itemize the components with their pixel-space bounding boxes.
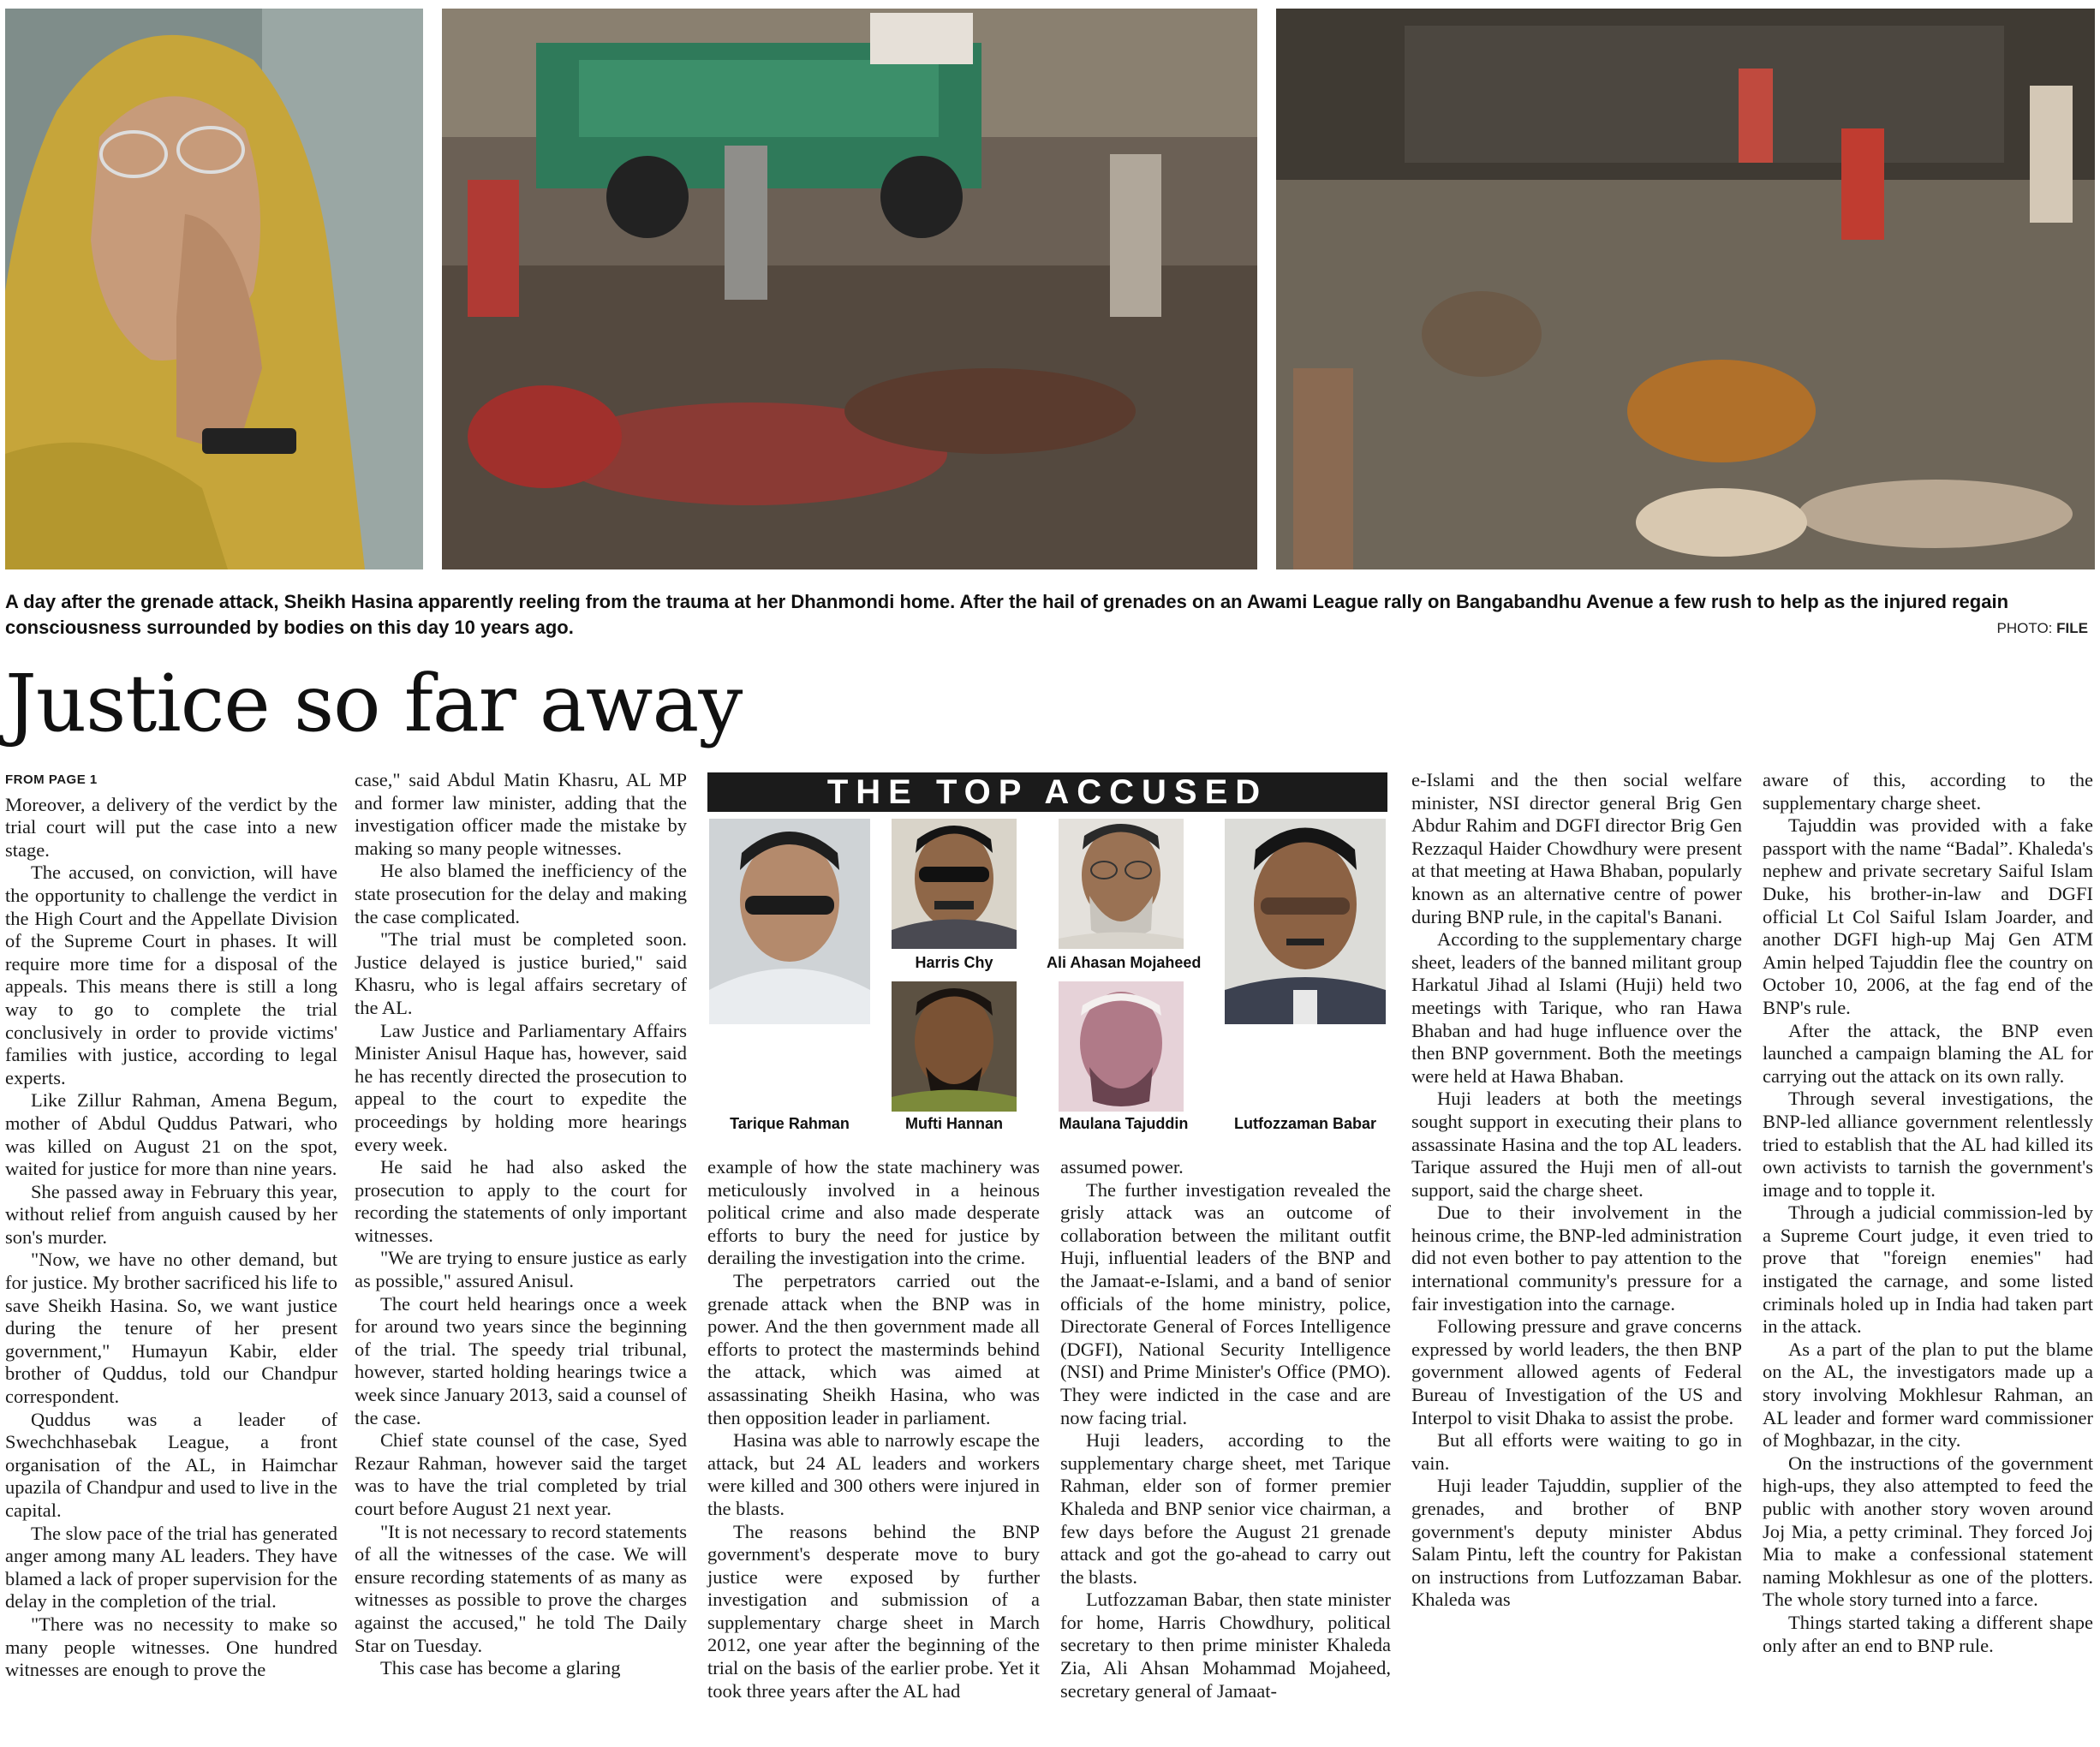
paragraph: She passed away in February this year, without relief from anguish caused by her son's murder. xyxy=(5,1180,337,1248)
mugshot-mufti-hannan xyxy=(892,981,1017,1112)
photo-credit-value: FILE xyxy=(2056,620,2088,636)
paragraph: But all efforts were waiting to go in vain. xyxy=(1411,1429,1742,1474)
paragraph: Following pressure and grave concerns expressed by world leaders, the then BNP government allowed agents of Federal Bureau of Investigation of the US and Interpol to visit Dhaka to assist the probe. xyxy=(1411,1315,1742,1428)
label-maulana-tajuddin: Maulana Tajuddin xyxy=(1059,1115,1189,1132)
paragraph: Tajuddin was provided with a fake passport with the name “Badal”. Khaleda's nephew and private secretary Saiful Islam Duke, his brother-in-law and DGFI official Lt Col Saiful Islam Joarder, and another DGFI high-up Maj Gen ATM Amin helped Tajuddin flee the country on October 10, 2006, at the fag end of the BNP's rule. xyxy=(1763,814,2093,1018)
paragraph: case," said Abdul Matin Khasru, AL MP and former law minister, adding that the investigation officer made the mistake by making so many people witnesses. xyxy=(355,769,687,859)
paragraph: Chief state counsel of the case, Syed Rezaur Rahman, however said the target was to have the trial completed by trial court before August 21 next year. xyxy=(355,1429,687,1519)
mugshot-maulana-tajuddin xyxy=(1059,981,1184,1112)
paragraph: "There was no necessity to make so many people witnesses. One hundred witnesses are enough to prove the xyxy=(5,1613,337,1681)
photo-credit-label: PHOTO: xyxy=(1996,620,2053,636)
photo-credit xyxy=(1997,620,2088,637)
top-accused-banner: THE TOP ACCUSED xyxy=(707,772,1387,812)
paragraph: According to the supplementary charge sheet, leaders of the banned militant group Harkatul Jihad al Islami (Huji) held two meetings with Tarique, who ran Hawa Bhaban and had huge influence over the then BNP government. Both the meetings were held at Hawa Bhaban. xyxy=(1411,928,1742,1087)
headline: Justice so far away xyxy=(5,658,743,749)
label-mufti-hannan: Mufti Hannan xyxy=(905,1115,1003,1132)
paragraph: "It is not necessary to record statements of all the witnesses of the case. We will ensure recording statements of as many as witnesses as possible to prove the charges against the accused," he told The Daily Star on Tuesday. xyxy=(355,1520,687,1656)
paragraph: The perpetrators carried out the grenade attack when the BNP was in power. And the then government made all efforts to protect the masterminds behind the attack, which was aimed at assassinating Sheikh Hasina, who was then opposition leader in parliament. xyxy=(707,1269,1040,1428)
paragraph: The reasons behind the BNP government's desperate move to bury justice were exposed by further investigation and submission of a supplementary charge sheet in March 2012, one year after the beginning of the trial on the basis of the earlier probe. Yet it took three years after the AL had xyxy=(707,1520,1040,1702)
mugshot-harris-chy xyxy=(892,819,1017,949)
paragraph: "Now, we have no other demand, but for justice. My brother sacrificed his life to save Sheikh Hasina. So, we want justice during the tenure of her present government," Humayun Kabir, elder brother of Quddus, told our Chandpur correspondent. xyxy=(5,1249,337,1408)
article-column-1 xyxy=(5,769,337,1682)
from-page-label: FROM PAGE 1 xyxy=(5,772,98,787)
paragraph: Through several investigations, the BNP-led alliance government relentlessly tried to establish that the AL had killed its own activists to tarnish the government's image and to topple it. xyxy=(1763,1088,2093,1201)
photo-sheikh-hasina xyxy=(5,9,423,569)
paragraph: This case has become a glaring xyxy=(380,1657,621,1679)
paragraph: Due to their involvement in the heinous crime, the BNP-led administration did not even bother to pay attention to the international community's pressure for a fair investigation into the carnage. xyxy=(1411,1201,1742,1315)
article-column-2 xyxy=(355,769,687,1680)
paragraph: example of how the state machinery was meticulously involved in a heinous political crime and also made desperate efforts to bury the need for justice by derailing the investigation into the crime. xyxy=(707,1156,1040,1269)
paragraph: He also blamed the inefficiency of the state prosecution for the delay and making the case complicated. xyxy=(355,860,687,927)
paragraph: Like Zillur Rahman, Amena Begum, mother of Abdul Quddus Patwari, who was killed on August 21 on the spot, waited for justice for more than nine years. xyxy=(5,1089,337,1180)
paragraph: Huji leaders at both the meetings sought support in executing their plans to assassinate Hasina and the top AL leaders. Tarique assured the Huji men of all-out support, said the charge sheet. xyxy=(1411,1088,1742,1201)
paragraph: Things started taking a different shape only after an end to BNP rule. xyxy=(1763,1611,2093,1656)
paragraph: e-Islami and the then social welfare minister, NSI director general Brig Gen Abdur Rahim and DGFI director Brig Gen Rezzaqul Haider Chowdhury were present at that meeting at Hawa Bhaban, popularly known as an alternative centre of power during BNP rule, in the capital's Banani. xyxy=(1411,769,1742,927)
article-column-3 xyxy=(707,1156,1040,1702)
mugshot-lutfozzaman-babar xyxy=(1225,819,1386,1024)
top-accused-box xyxy=(707,772,1387,1148)
paragraph: "The trial must be completed soon. Justice delayed is justice buried," said Khasru, who is legal affairs secretary of the AL. xyxy=(355,928,687,1018)
paragraph: Hasina was able to narrowly escape the attack, but 24 AL leaders and workers were killed and 300 others were injured in the blasts. xyxy=(707,1429,1040,1519)
paragraph: Huji leader Tajuddin, supplier of the grenades, and brother of BNP government's deputy minister Abdus Salam Pintu, left the country for Pakistan on instructions from Lutfozzaman Babar. Khaleda was xyxy=(1411,1475,1742,1611)
paragraph: Law Justice and Parliamentary Affairs Minister Anisul Haque has, however, said he has recently directed the prosecution to appeal to the court to expedite the proceedings by holding more hearings every week. xyxy=(355,1019,687,1155)
label-ali-ahasan-mojaheed: Ali Ahasan Mojaheed xyxy=(1047,954,1202,971)
paragraph: The accused, on conviction, will have the opportunity to challenge the verdict in the High Court and the Appellate Division of the Supreme Court in phases. It will require more time for a disposal of the appeals. This means there is still a long way to go to complete the trial conclusively in order to provide victims' families with justice, according to legal experts. xyxy=(5,862,337,1088)
article-column-5 xyxy=(1411,769,1742,1612)
paragraph: The slow pace of the trial has generated anger among many AL leaders. They have blamed a lack of proper supervision for the delay in the completion of the trial. xyxy=(5,1522,337,1613)
label-lutfozzaman-babar: Lutfozzaman Babar xyxy=(1233,1115,1377,1132)
paragraph: The court held hearings once a week for around two years since the beginning of the trial. The speedy trial tribunal, however, started holding hearings twice a week since January 2013, said a counsel of the case. xyxy=(355,1292,687,1428)
label-tarique-rahman: Tarique Rahman xyxy=(730,1115,850,1132)
paragraph: "We are trying to ensure justice as early as possible," assured Anisul. xyxy=(355,1247,687,1292)
label-harris-chy: Harris Chy xyxy=(915,954,993,971)
paragraph: As a part of the plan to put the blame on the AL, the investigators made up a story involving Mokhlesur Rahman, an AL leader and former ward commissioner of Moghbazar, in the city. xyxy=(1763,1338,2093,1452)
paragraph: Through a judicial commission-led by a Supreme Court judge, it even tried to prove that "foreign enemies" had instigated the carnage, and some listed criminals holed up in India had taken part in the attack. xyxy=(1763,1201,2093,1338)
paragraph: aware of this, according to the supplementary charge sheet. xyxy=(1763,769,2093,814)
paragraph: He said he had also asked the prosecution to apply to the court for recording the statements of only important witnesses. xyxy=(355,1156,687,1246)
photo-caption: A day after the grenade attack, Sheikh Hasina apparently reeling from the trauma at her Dhanmondi home. After the hail of grenades on an Awami League rally on Bangabandhu Avenue a few rush to help as the injured regain consciousness surrounded by bodies on this day 10 years ago. xyxy=(5,591,2009,638)
paragraph: assumed power. xyxy=(1060,1156,1184,1178)
mugshot-ali-ahasan-mojaheed xyxy=(1059,819,1184,949)
article-column-4 xyxy=(1060,1156,1391,1702)
paragraph: After the attack, the BNP even launched a campaign blaming the AL for carrying out the attack on its own rally. xyxy=(1763,1019,2093,1087)
paragraph: Huji leaders, according to the supplementary charge sheet, met Tarique Rahman, elder son of former premier Khaleda and BNP senior vice chairman, a few days before the August 21 grenade attack and got the go-ahead to carry out the blasts. xyxy=(1060,1429,1391,1588)
paragraph: The further investigation revealed the grisly attack was an outcome of collaboration between the militant outfit Huji, influential leaders of the BNP and the Jamaat-e-Islami, and a band of senior officials of the home ministry, police, Directorate General of Forces Intelligence (DGFI), National Security Intelligence (NSI) and Prime Minister's Office (PMO). They were indicted in the case and are now facing trial. xyxy=(1060,1178,1391,1428)
article-column-6 xyxy=(1763,769,2093,1657)
mugshot-tarique-rahman xyxy=(709,819,870,1024)
paragraph: On the instructions of the government high-ups, they also attempted to feed the public with another story woven around Joj Mia, a petty criminal. They forced Joj Mia to make a confessional statement naming Mokhlesur as one of the plotters. The whole story turned into a farce. xyxy=(1763,1452,2093,1611)
paragraph: Moreover, a delivery of the verdict by the trial court will put the case into a new stage. xyxy=(5,793,337,861)
paragraph: Lutfozzaman Babar, then state minister for home, Harris Chowdhury, political secretary to then prime minister Khaleda Zia, Ali Ahsan Mohammad Mojaheed, secretary general of Jamaat- xyxy=(1060,1589,1391,1702)
paragraph: Quddus was a leader of Swechchhasebak League, a front organisation of the AL, in Haimchar upazila of Chandpur and used to live in the capital. xyxy=(5,1408,337,1521)
photo-grenade-attack-truck xyxy=(442,9,1257,569)
photo-injured-on-street xyxy=(1276,9,2095,569)
